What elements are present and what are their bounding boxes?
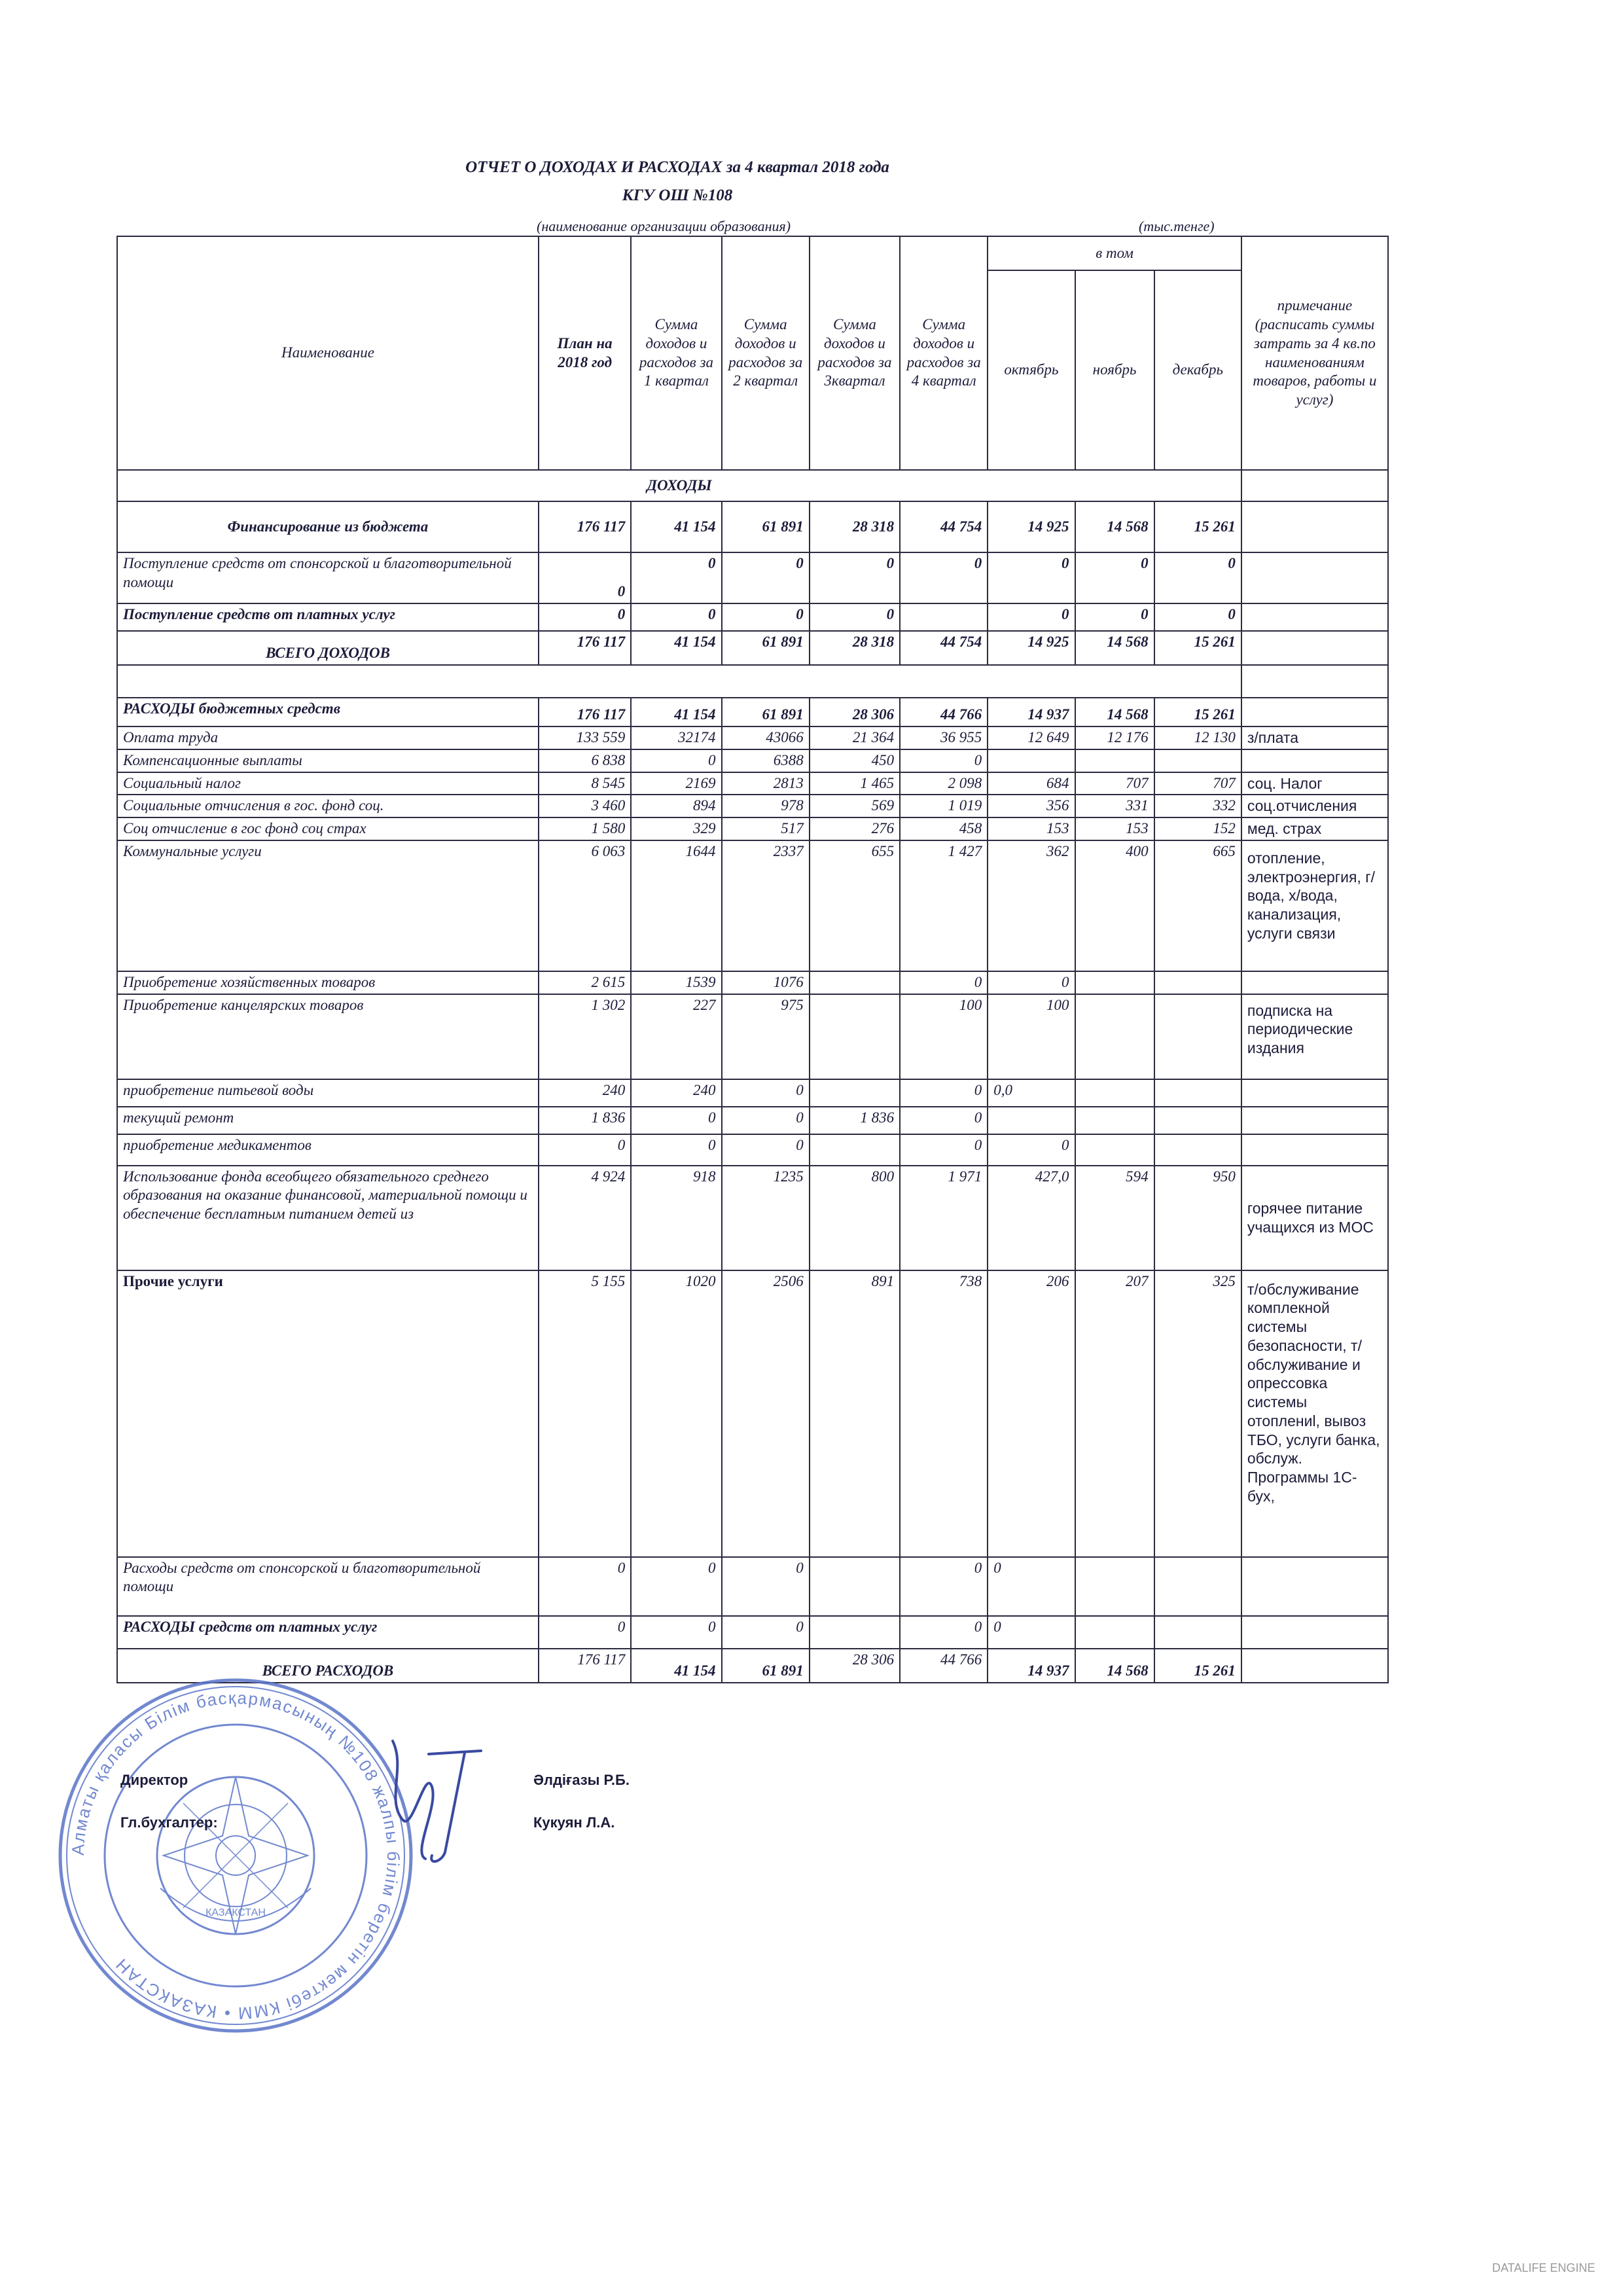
table-row: Коммунальные услуги 6 063 1644 2337 655 1 427 362 400 665 отопление, электроэнергия, г/вода, х/вода, канализация, услуги связи — [117, 840, 1388, 971]
section-row-income — [117, 470, 1388, 501]
table-row: Приобретение канцелярских товаров 1 302 227 975 100 100 подписка на периодические издания — [117, 994, 1388, 1079]
col-note-header: примечание (расписать суммы затрать за 4 кв.по наименованиям товаров, работы и услуг) — [1241, 236, 1388, 470]
accountant-name: Кукуян Л.А. — [533, 1814, 615, 1831]
table-row: РАСХОДЫ средств от платных услуг 0 0 0 0 0 — [117, 1616, 1388, 1649]
accountant-label: Гл.бухгалтер: — [120, 1814, 218, 1831]
table-row: Поступление средств от платных услуг 0 0 0 0 0 0 0 — [117, 603, 1388, 631]
table-row: Использование фонда всеобщего обязательного среднего образования на оказание финансовой, материальной помощи и обеспечение бесплатным питанием детей из 4 924 918 1235 800 1 971 427,0 594 950 горячее питание учащихся из МОС — [117, 1166, 1388, 1270]
table-row-total-expenses: ВСЕГО РАСХОДОВ 176 117 41 154 61 891 28 306 44 766 14 937 14 568 15 261 — [117, 1649, 1388, 1683]
table-row-total-income: ВСЕГО ДОХОДОВ 176 117 41 154 61 891 28 318 44 754 14 925 14 568 15 261 — [117, 631, 1388, 665]
table-row: приобретение медикаментов 0 0 0 0 0 — [117, 1134, 1388, 1166]
header-row — [117, 236, 1388, 270]
row-label: Прочие услуги — [117, 1270, 539, 1557]
row-label: приобретение медикаментов — [117, 1134, 539, 1166]
table-row: Прочие услуги 5 155 1020 2506 891 738 206 207 325 т/обслуживание комплекной системы безопасности, т/обслуживание и опрессовка системы отоплениl, вывоз ТБО, услуги банка, обслуж. Программы 1С-бух, — [117, 1270, 1388, 1557]
table-row: приобретение питьевой воды 240 240 0 0 0,0 — [117, 1079, 1388, 1107]
row-label: текущий ремонт — [117, 1107, 539, 1134]
col-oct-header: октябрь — [988, 270, 1075, 470]
row-label: РАСХОДЫ средств от платных услуг — [117, 1616, 539, 1649]
col-name-header: Наименование — [117, 236, 539, 470]
col-nov-header: ноябрь — [1075, 270, 1154, 470]
stamp-text: Алматы қаласы Білім басқармасының №108 жалпы білім беретін мектебі КММ • КАЗАКСТАН — [67, 1687, 404, 2024]
row-label: Финансирование из бюджета — [117, 501, 539, 552]
col-q3-header: Сумма доходов и расходов за 3квартал — [810, 236, 900, 470]
director-name: Әлдіғазы Р.Б. — [533, 1772, 630, 1788]
col-q1-header: Сумма доходов и расходов за 1 квартал — [631, 236, 721, 470]
spacer-row — [117, 665, 1388, 698]
section-income: ДОХОДЫ — [117, 470, 1241, 501]
row-label: Социальные отчисления в гос. фонд соц. — [117, 795, 539, 817]
row-label: Поступление средств от спонсорской и благотворительной помощи — [117, 552, 539, 603]
table-row: Соц отчисление в гос фонд соц страх 1 580 329 517 276 458 153 153 152 мед. страх — [117, 817, 1388, 840]
row-label: Поступление средств от платных услуг — [117, 603, 539, 631]
row-label: РАСХОДЫ бюджетных средств — [117, 698, 539, 726]
signature — [366, 1728, 497, 1872]
official-stamp — [52, 1672, 419, 2039]
row-label: приобретение питьевой воды — [117, 1079, 539, 1107]
table-row: Финансирование из бюджета 176 117 41 154 61 891 28 318 44 754 14 925 14 568 15 261 — [117, 501, 1388, 552]
organization-caption: (наименование организации образования) — [537, 218, 791, 234]
row-label: Приобретение хозяйственных товаров — [117, 971, 539, 994]
table-row: текущий ремонт 1 836 0 0 1 836 0 — [117, 1107, 1388, 1134]
row-label: Расходы средств от спонсорской и благотворительной помощи — [117, 1557, 539, 1616]
row-label: Коммунальные услуги — [117, 840, 539, 971]
table-row: РАСХОДЫ бюджетных средств 176 117 41 154 61 891 28 306 44 766 14 937 14 568 15 261 — [117, 698, 1388, 726]
table-row: Компенсационные выплаты 6 838 0 6388 450 0 — [117, 749, 1388, 772]
col-q4-header: Сумма доходов и расходов за 4 квартал — [900, 236, 988, 470]
table-row: Социальный налог 8 545 2169 2813 1 465 2 098 684 707 707 соц. Налог — [117, 772, 1388, 795]
watermark: DATALIFE ENGINE — [1492, 2261, 1596, 2274]
row-label: Оплата труда — [117, 726, 539, 749]
row-label: Использование фонда всеобщего обязательного среднего образования на оказание финансовой, материальной помощи и обеспечение бесплатным питанием детей из — [117, 1166, 539, 1270]
row-label: Компенсационные выплаты — [117, 749, 539, 772]
row-label: Приобретение канцелярских товаров — [117, 994, 539, 1079]
table-row: Расходы средств от спонсорской и благотворительной помощи 0 0 0 0 0 — [117, 1557, 1388, 1616]
units-caption: (тыс.тенге) — [1139, 218, 1215, 234]
col-plan-header: План на 2018 год — [539, 236, 631, 470]
director-label: Директор — [120, 1772, 188, 1788]
table-row: Поступление средств от спонсорской и благотворительной помощи 0 0 0 0 0 0 0 0 — [117, 552, 1388, 603]
row-label: Социальный налог — [117, 772, 539, 795]
col-dec-header: декабрь — [1154, 270, 1241, 470]
table-row: Оплата труда 133 559 32174 43066 21 364 36 955 12 649 12 176 12 130 з/плата — [117, 726, 1388, 749]
col-including-header: в том — [988, 236, 1241, 270]
row-label: ВСЕГО ДОХОДОВ — [117, 631, 539, 665]
table-row: Приобретение хозяйственных товаров 2 615 1539 1076 0 0 — [117, 971, 1388, 994]
report-title: ОТЧЕТ О ДОХОДАХ И РАСХОДАХ за 4 квартал 2018 года — [465, 158, 889, 176]
col-q2-header: Сумма доходов и расходов за 2 квартал — [722, 236, 810, 470]
row-label: ВСЕГО РАСХОДОВ — [117, 1649, 539, 1683]
report-table — [116, 236, 1389, 1683]
row-label: Соц отчисление в гос фонд соц страх — [117, 817, 539, 840]
table-row: Социальные отчисления в гос. фонд соц. 3 460 894 978 569 1 019 356 331 332 соц.отчисления — [117, 795, 1388, 817]
stamp-center-text: КАЗАКСТАН — [205, 1907, 266, 1918]
organization-name: КГУ ОШ №108 — [622, 187, 733, 204]
